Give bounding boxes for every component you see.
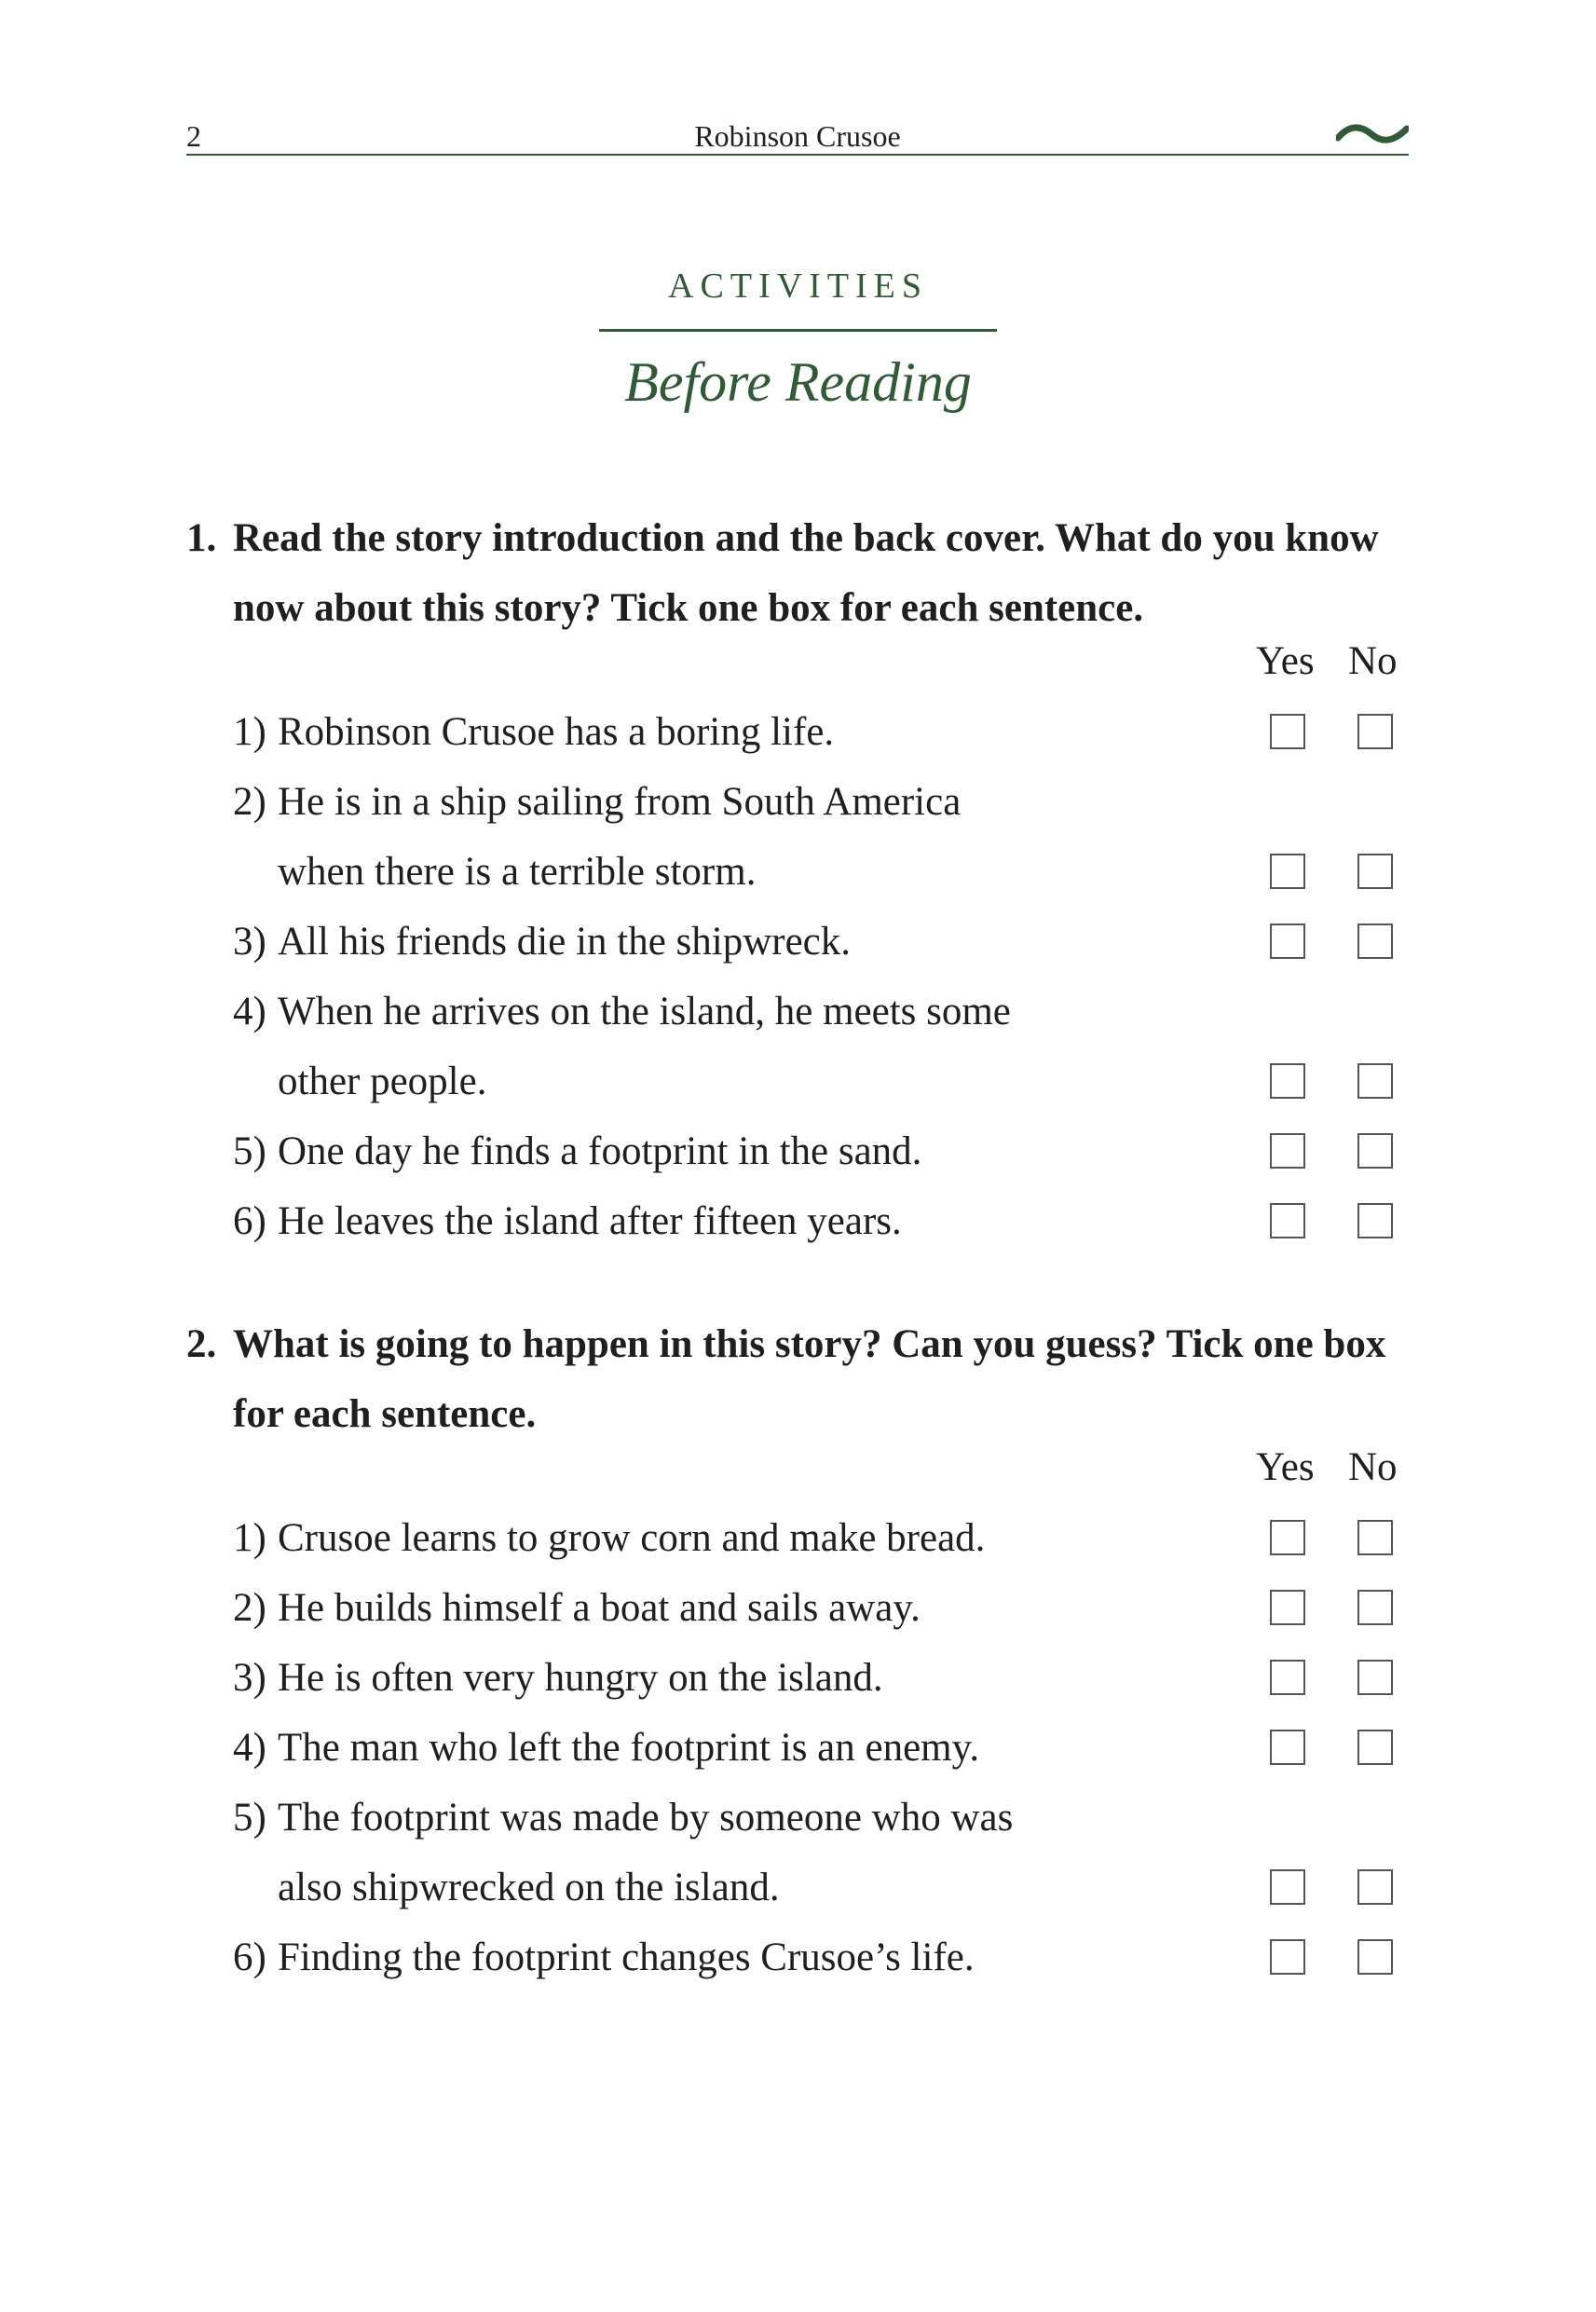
header-rule xyxy=(186,154,1409,156)
item-number: 2) xyxy=(233,780,266,824)
item-text: He leaves the island after fifteen years. xyxy=(278,1199,902,1243)
yes-checkbox[interactable] xyxy=(1270,714,1305,749)
item-number: 3) xyxy=(233,1656,266,1700)
yes-checkbox[interactable] xyxy=(1270,1203,1305,1238)
yes-checkbox[interactable] xyxy=(1270,1730,1305,1765)
no-checkbox[interactable] xyxy=(1357,854,1393,889)
no-checkbox[interactable] xyxy=(1357,1063,1393,1099)
yes-checkbox[interactable] xyxy=(1270,923,1305,959)
yes-checkbox[interactable] xyxy=(1270,1133,1305,1169)
item-text: Finding the footprint changes Crusoe’s life. xyxy=(278,1936,975,1979)
list-item xyxy=(233,1116,921,1186)
list-item xyxy=(233,1573,921,1643)
question-text: Read the story introduction and the back cover. What do you know now about this story? Tick one box for each sentence. xyxy=(233,516,1379,630)
item-number: 5) xyxy=(233,1796,266,1840)
no-checkbox[interactable] xyxy=(1357,1730,1393,1765)
item-text-continued: also shipwrecked on the island. xyxy=(278,1866,780,1909)
list-item xyxy=(233,1503,985,1573)
item-number: 4) xyxy=(233,1726,266,1770)
yes-checkbox[interactable] xyxy=(1270,854,1305,889)
item-number: 6) xyxy=(233,1936,266,1979)
running-title: Robinson Crusoe xyxy=(694,119,901,153)
no-checkbox[interactable] xyxy=(1357,923,1393,959)
item-text: He builds himself a boat and sails away. xyxy=(278,1586,921,1630)
no-checkbox[interactable] xyxy=(1357,1520,1393,1555)
no-checkbox[interactable] xyxy=(1357,714,1393,749)
item-text: All his friends die in the shipwreck. xyxy=(278,920,852,964)
yes-checkbox[interactable] xyxy=(1270,1660,1305,1695)
item-number: 2) xyxy=(233,1586,266,1630)
yes-checkbox[interactable] xyxy=(1270,1590,1305,1625)
no-checkbox[interactable] xyxy=(1357,1203,1393,1238)
yes-checkbox[interactable] xyxy=(1270,1063,1305,1099)
no-checkbox[interactable] xyxy=(1357,1939,1393,1975)
item-number: 1) xyxy=(233,710,266,754)
yes-checkbox[interactable] xyxy=(1270,1869,1305,1905)
yes-checkbox[interactable] xyxy=(1270,1520,1305,1555)
list-item xyxy=(233,697,834,767)
item-text: One day he finds a footprint in the sand. xyxy=(278,1129,922,1173)
list-item xyxy=(233,1713,979,1783)
no-column-header: No xyxy=(1348,1445,1398,1489)
running-header xyxy=(186,110,1409,157)
item-number: 6) xyxy=(233,1199,266,1243)
section-subtitle: Before Reading xyxy=(624,351,972,413)
item-text: Robinson Crusoe has a boring life. xyxy=(278,710,835,754)
list-item xyxy=(233,767,961,907)
item-number: 4) xyxy=(233,990,266,1033)
no-column-header: No xyxy=(1348,639,1398,683)
list-item xyxy=(233,907,851,977)
wave-icon xyxy=(1336,119,1409,147)
section-divider xyxy=(599,329,997,332)
list-item xyxy=(233,1783,1013,1922)
item-text: He is often very hungry on the island. xyxy=(278,1656,883,1700)
item-text: Crusoe learns to grow corn and make bread. xyxy=(278,1516,986,1560)
list-item xyxy=(233,977,1011,1116)
question-1 xyxy=(186,503,1409,643)
no-checkbox[interactable] xyxy=(1357,1660,1393,1695)
item-text: The footprint was made by someone who was xyxy=(278,1796,1014,1840)
no-checkbox[interactable] xyxy=(1357,1133,1393,1169)
section-title: ACTIVITIES xyxy=(668,267,928,306)
yes-column-header: Yes xyxy=(1256,639,1315,683)
question-2 xyxy=(186,1309,1409,1449)
item-number: 5) xyxy=(233,1129,266,1173)
page-number: 2 xyxy=(186,119,201,153)
item-text-continued: other people. xyxy=(278,1060,487,1103)
yes-checkbox[interactable] xyxy=(1270,1939,1305,1975)
question-number: 2. xyxy=(186,1322,217,1366)
list-item xyxy=(233,1922,975,1992)
item-number: 3) xyxy=(233,920,266,964)
item-text: The man who left the footprint is an enemy. xyxy=(278,1726,980,1770)
no-checkbox[interactable] xyxy=(1357,1590,1393,1625)
question-number: 1. xyxy=(186,516,217,560)
yes-column-header: Yes xyxy=(1256,1445,1315,1489)
item-number: 1) xyxy=(233,1516,266,1560)
item-text: He is in a ship sailing from South America xyxy=(278,780,962,824)
item-text-continued: when there is a terrible storm. xyxy=(278,850,757,894)
list-item xyxy=(233,1186,902,1256)
item-text: When he arrives on the island, he meets some xyxy=(278,990,1011,1033)
no-checkbox[interactable] xyxy=(1357,1869,1393,1905)
question-text: What is going to happen in this story? Can you guess? Tick one box for each sentence. xyxy=(233,1322,1386,1436)
list-item xyxy=(233,1643,883,1713)
